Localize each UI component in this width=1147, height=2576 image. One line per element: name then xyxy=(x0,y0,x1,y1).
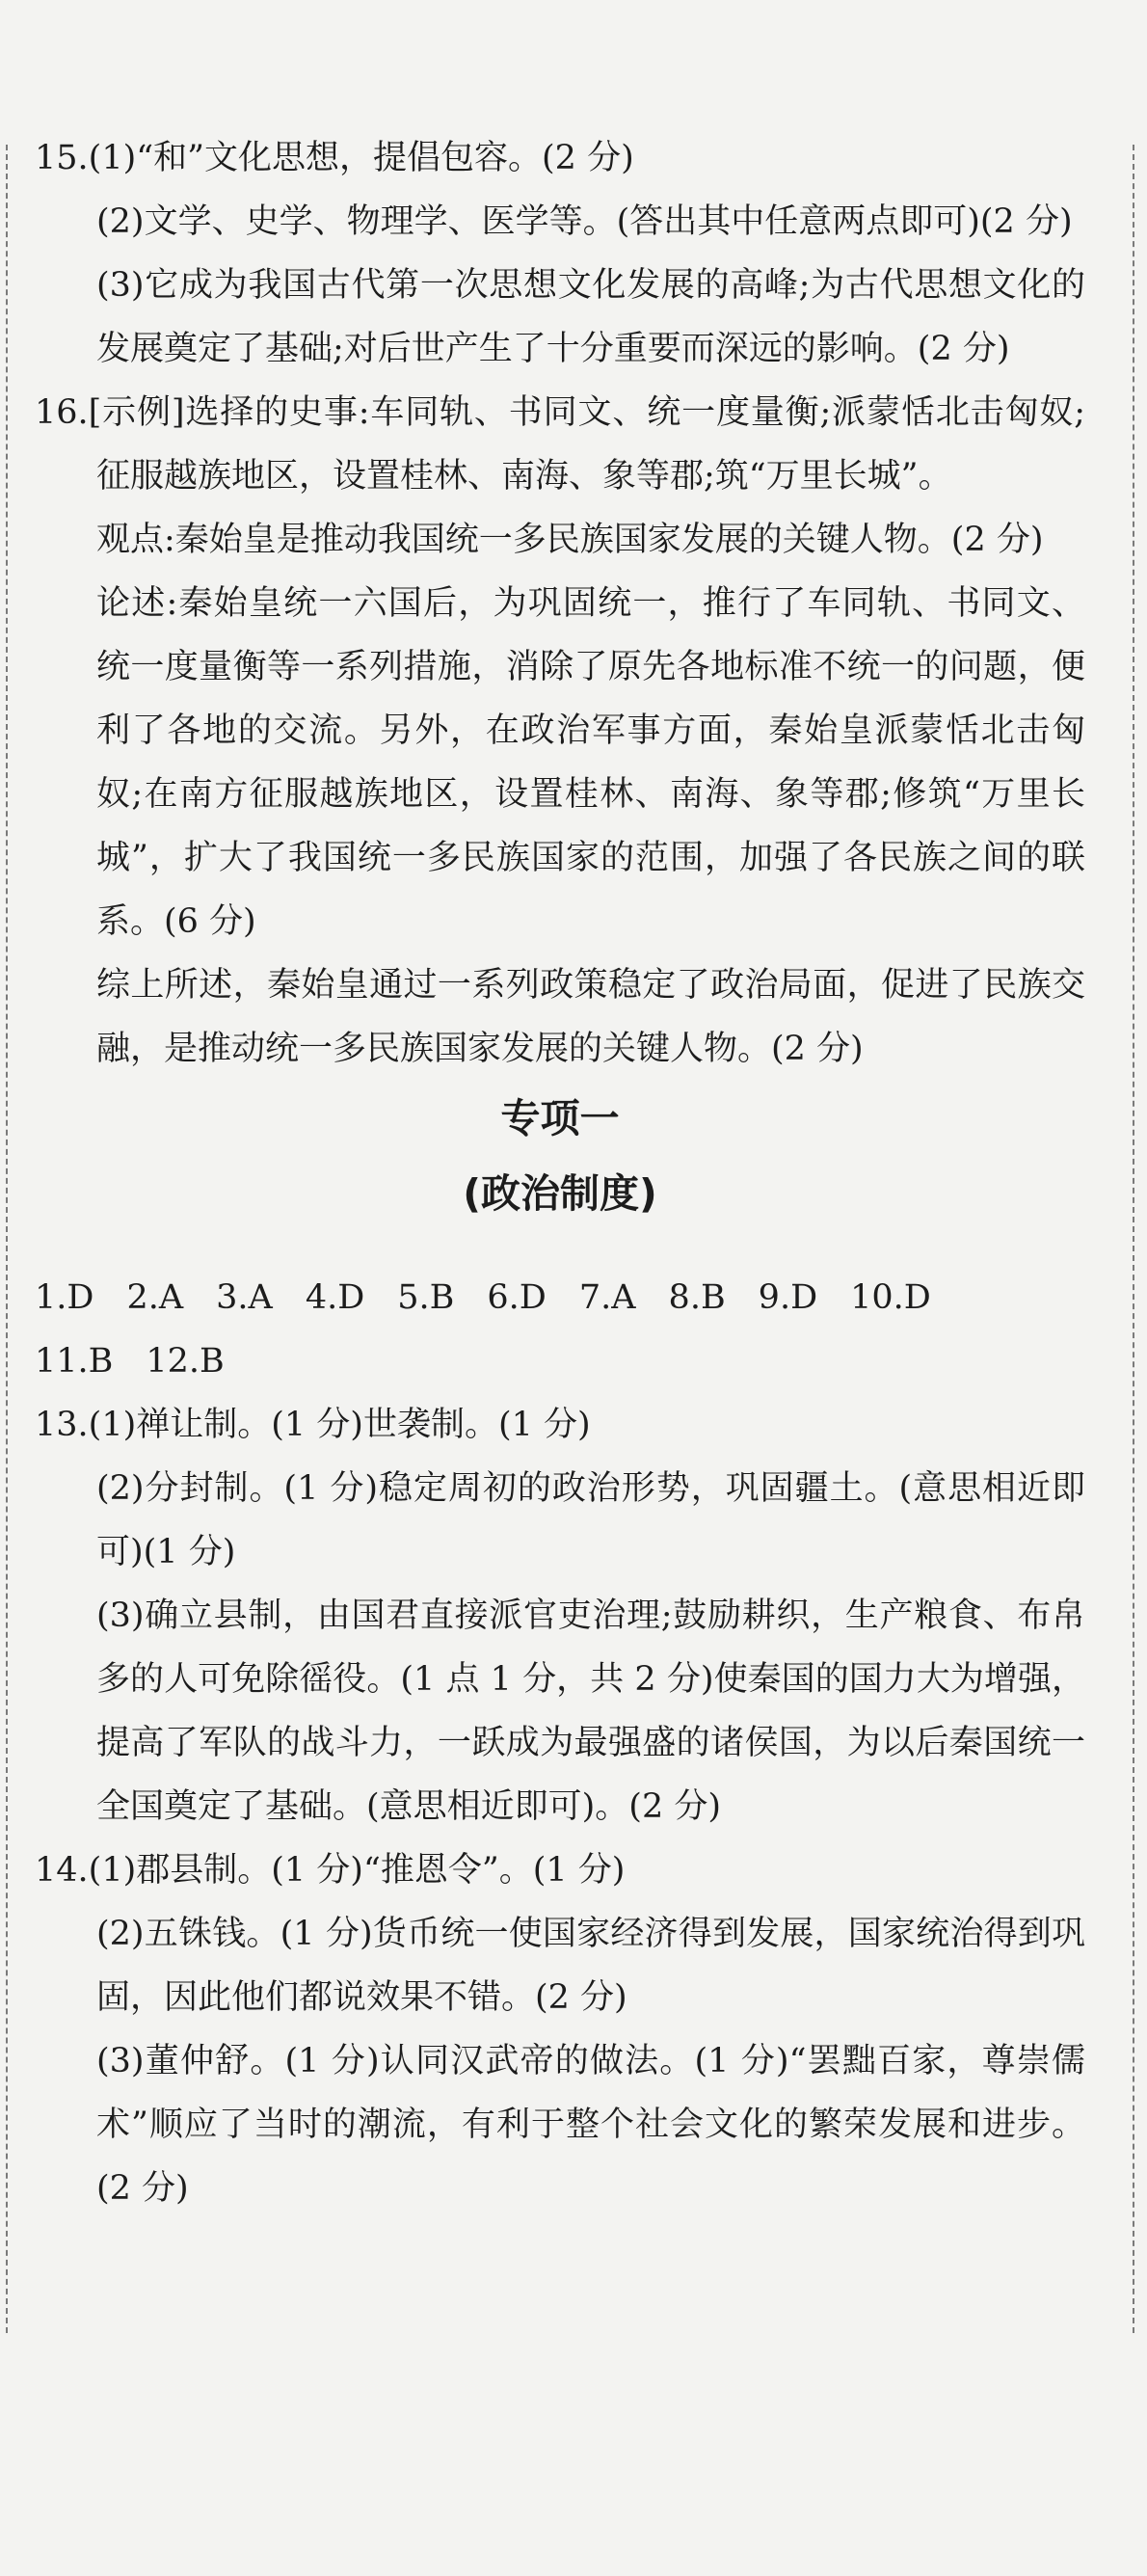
q13-part2: (2)分封制。(1 分)稳定周初的政治形势，巩固疆土。(意思相近即可)(1 分) xyxy=(96,1469,1085,1571)
q14-part3: (3)董仲舒。(1 分)认同汉武帝的做法。(1 分)“罢黜百家，尊崇儒术”顺应了当时的潮流，有利于整个社会文化的繁荣发展和进步。(2 分) xyxy=(96,2042,1085,2208)
answer-item: 2.A xyxy=(126,1278,184,1317)
q16-argument: 论述:秦始皇统一六国后，为巩固统一，推行了车同轨、书同文、统一度量衡等一系列措施，消除了原先各地标准不统一的问题，便利了各地的交流。另外，在政治军事方面，秦始皇派蒙恬北击匈奴;在南方征服越族地区，设置桂林、南海、象等郡;修筑“万里长城”，扩大了我国统一多民族国家的范围，加强了各民族之间的联系。(6 分) xyxy=(96,584,1085,941)
choice-answers xyxy=(35,1266,1085,1393)
q15-part3: (3)它成为我国古代第一次思想文化发展的高峰;为古代思想文化的发展奠定了基础;对后世产生了十分重要而深远的影响。(2 分) xyxy=(96,266,1085,368)
right-cut-line xyxy=(1133,145,1134,2333)
q14-part1: 14.(1)郡县制。(1 分)“推恩令”。(1 分) xyxy=(35,1851,626,1890)
q16-conclusion: 综上所述，秦始皇通过一系列政策稳定了政治局面，促进了民族交融，是推动统一多民族国家发展的关键人物。(2 分) xyxy=(96,966,1085,1068)
section-subtitle: (政治制度) xyxy=(463,1170,657,1217)
q13-part3: (3)确立县制，由国君直接派官吏治理;鼓励耕织，生产粮食、布帛多的人可免除徭役。(1 点 1 分，共 2 分)使秦国的国力大为增强，提高了军队的战斗力，一跃成为最强盛的诸侯国，为以后秦国统一全国奠定了基础。(意思相近即可)。(2 分) xyxy=(96,1597,1085,1826)
left-cut-line xyxy=(6,145,8,2333)
answer-item: 7.A xyxy=(578,1278,636,1317)
q13-part1: 13.(1)禅让制。(1 分)世袭制。(1 分) xyxy=(35,1406,591,1444)
answer-item: 6.D xyxy=(487,1278,547,1317)
answer-page xyxy=(35,126,1085,2220)
answers-row-1 xyxy=(35,1266,1085,1329)
section-title: 专项一 xyxy=(500,1095,620,1141)
q14-part2: (2)五铢钱。(1 分)货币统一使国家经济得到发展，国家统治得到巩固，因此他们都说效果不错。(2 分) xyxy=(96,1915,1085,2017)
q15-part2: (2)文学、史学、物理学、医学等。(答出其中任意两点即可)(2 分) xyxy=(96,202,1073,241)
q15-part1: 15.(1)“和”文化思想，提倡包容。(2 分) xyxy=(35,139,634,177)
answer-item: 11.B xyxy=(35,1342,114,1381)
answer-item: 5.B xyxy=(397,1278,455,1317)
q16-example: 16.[示例]选择的史事:车同轨、书同文、统一度量衡;派蒙恬北击匈奴;征服越族地区，设置桂林、南海、象等郡;筑“万里长城”。 xyxy=(35,393,1085,496)
answer-item: 12.B xyxy=(146,1342,225,1381)
answer-item: 3.A xyxy=(216,1278,273,1317)
answer-item: 4.D xyxy=(305,1278,365,1317)
answer-item: 10.D xyxy=(850,1278,931,1317)
answers-row-2 xyxy=(35,1329,1085,1393)
answer-item: 1.D xyxy=(35,1278,94,1317)
q16-viewpoint: 观点:秦始皇是推动我国统一多民族国家发展的关键人物。(2 分) xyxy=(96,521,1044,559)
answer-item: 8.B xyxy=(668,1278,726,1317)
answer-item: 9.D xyxy=(758,1278,818,1317)
